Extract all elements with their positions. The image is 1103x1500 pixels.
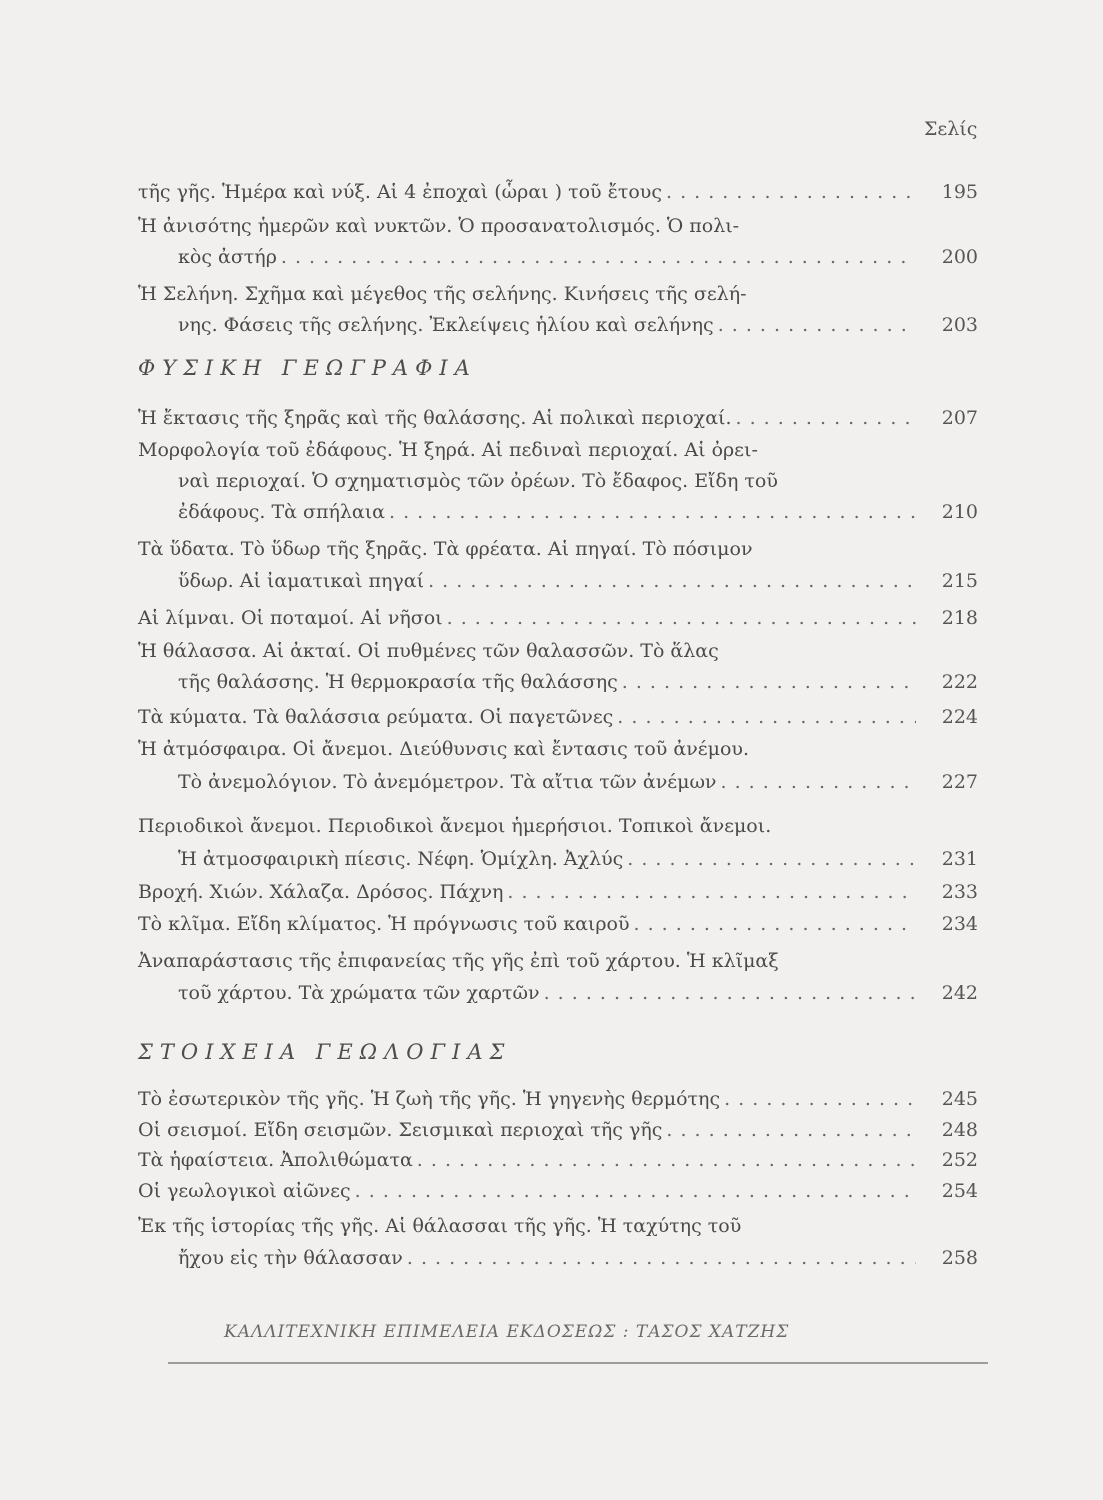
toc-page-number: 222 xyxy=(941,671,978,693)
toc-entry-text: Ἡ θάλασσα. Αἱ ἀκταί. Οἱ πυθμένες τῶν θαλασσῶν. Τὸ ἅλας xyxy=(138,640,719,662)
toc-entry-line xyxy=(178,467,978,495)
dot-leader xyxy=(355,1177,916,1205)
toc-entry-text: Τὸ κλῖμα. Εἴδη κλίματος. Ἡ πρόγνωσις τοῦ καιροῦ xyxy=(138,913,630,935)
toc-entry-line xyxy=(178,243,978,271)
footer-credit: ΚΑΛΛΙΤΕΧΝΙΚΗ ΕΠΙΜΕΛΕΙΑ ΕΚΔΟΣΕΩΣ : ΤΑΣΟΣ ΧΑΤΖΗΣ xyxy=(224,1322,790,1342)
toc-entry-text: Τὰ ἡφαίστεια. Ἀπολιθώματα xyxy=(138,1149,413,1171)
toc-entry-line xyxy=(178,498,978,526)
toc-entry-line xyxy=(138,878,978,906)
dot-leader xyxy=(544,979,916,1007)
toc-entry-line xyxy=(138,1146,978,1174)
toc-entry-line xyxy=(138,1116,978,1144)
toc-entry-text: Μορφολογία τοῦ ἐδάφους. Ἡ ξηρά. Αἱ πεδιναὶ περιοχαί. Αἱ ὀρει- xyxy=(138,439,758,461)
toc-entry-line xyxy=(178,567,978,595)
toc-page-number: 227 xyxy=(941,771,978,793)
toc-entry-line xyxy=(138,436,978,464)
toc-entry-line xyxy=(138,703,978,731)
section-heading: ΣΤΟΙΧΕΙΑ ΓΕΩΛΟΓΙΑΣ xyxy=(138,1040,512,1064)
toc-page-number: 254 xyxy=(941,1180,978,1202)
toc-entry-text: Ἡ ἀτμοσφαιρικὴ πίεσις. Νέφη. Ὁμίχλη. Ἀχλύς xyxy=(178,848,624,870)
toc-page-number: 248 xyxy=(941,1119,978,1141)
dot-leader xyxy=(417,1146,916,1174)
dot-leader xyxy=(736,404,916,432)
toc-entry-line xyxy=(178,845,978,873)
toc-entry-line xyxy=(138,535,978,563)
toc-page-number: 258 xyxy=(941,1247,978,1269)
toc-page-number: 203 xyxy=(941,314,978,336)
toc-page-number: 218 xyxy=(941,607,978,629)
toc-entry-line xyxy=(138,280,978,308)
toc-entry-text: νης. Φάσεις τῆς σελήνης. Ἐκλείψεις ἡλίου καὶ σελήνης xyxy=(178,314,714,336)
toc-entry-text: Οἱ σεισμοί. Εἴδη σεισμῶν. Σεισμικαὶ περιοχαὶ τῆς γῆς xyxy=(138,1119,663,1141)
toc-entry-line xyxy=(138,1177,978,1205)
dot-leader xyxy=(627,845,916,873)
toc-page-number: 245 xyxy=(941,1088,978,1110)
toc-entry-text: ὕδωρ. Αἱ ἰαματικαὶ πηγαί xyxy=(178,570,425,592)
section-heading: ΦΥΣΙΚΗ ΓΕΩΓΡΑΦΙΑ xyxy=(138,356,477,380)
toc-entry-text: τῆς θαλάσσης. Ἡ θερμοκρασία τῆς θαλάσσης xyxy=(178,671,618,693)
toc-entry-text: κὸς ἀστήρ xyxy=(178,246,277,268)
toc-entry-text: τοῦ χάρτου. Τὰ χρώματα τῶν χαρτῶν xyxy=(178,982,540,1004)
toc-page-number: 207 xyxy=(941,407,978,429)
toc-entry-text: Ἡ ἔκτασις τῆς ξηρᾶς καὶ τῆς θαλάσσης. Αἱ πολικαὶ περιοχαί. xyxy=(138,407,732,429)
toc-page-number: 242 xyxy=(941,982,978,1004)
toc-page-number: 224 xyxy=(941,706,978,728)
toc-entry-text: ἐδάφους. Τὰ σπήλαια xyxy=(178,501,386,523)
toc-entry-line xyxy=(138,404,978,432)
dot-leader xyxy=(718,311,916,339)
toc-entry-text: Αἱ λίμναι. Οἱ ποταμοί. Αἱ νῆσοι xyxy=(138,607,443,629)
toc-entry-line xyxy=(138,947,978,975)
toc-page-number: 233 xyxy=(941,881,978,903)
toc-entry-line xyxy=(138,178,978,206)
toc-entry-text: Τὸ ἐσωτερικὸν τῆς γῆς. Ἡ ζωὴ τῆς γῆς. Ἡ γηγενὴς θερμότης xyxy=(138,1088,721,1110)
toc-entry-line xyxy=(138,212,978,240)
toc-entry-text: Τὰ ὕδατα. Τὸ ὕδωρ τῆς ξηρᾶς. Τὰ φρέατα. Αἱ πηγαί. Τὸ πόσιμον xyxy=(138,538,753,560)
toc-entry-text: Τὰ κύματα. Τὰ θαλάσσια ρεύματα. Οἱ παγετῶνες xyxy=(138,706,614,728)
toc-entry-text: Περιοδικοὶ ἄνεμοι. Περιοδικοὶ ἄνεμοι ἡμερήσιοι. Τοπικοὶ ἄνεμοι. xyxy=(138,815,772,837)
toc-entry-line xyxy=(178,668,978,696)
toc-entry-text: τῆς γῆς. Ἡμέρα καὶ νύξ. Αἱ 4 ἐποχαὶ (ὧραι ) τοῦ ἔτους xyxy=(138,181,662,203)
dot-leader xyxy=(617,703,916,731)
dot-leader xyxy=(507,878,916,906)
toc-page-number: 195 xyxy=(941,181,978,203)
dot-leader xyxy=(428,567,916,595)
toc-page-number: 231 xyxy=(941,848,978,870)
dot-leader xyxy=(666,178,916,206)
toc-entry-line xyxy=(178,768,978,796)
dot-leader xyxy=(447,604,916,632)
toc-entry-line xyxy=(178,311,978,339)
toc-entry-text: Ἀναπαράστασις τῆς ἐπιφανείας τῆς γῆς ἐπὶ τοῦ χάρτου. Ἡ κλῖμαξ xyxy=(138,950,779,972)
toc-entry-line xyxy=(178,1244,978,1272)
dot-leader xyxy=(634,910,916,938)
toc-entry-line xyxy=(138,604,978,632)
dot-leader xyxy=(407,1244,916,1272)
dot-leader xyxy=(724,1085,916,1113)
toc-page-number: 252 xyxy=(941,1149,978,1171)
dot-leader xyxy=(721,768,917,796)
toc-page-number: 234 xyxy=(941,913,978,935)
page-label: Σελίς xyxy=(924,118,978,140)
toc-entry-text: Οἱ γεωλογικοὶ αἰῶνες xyxy=(138,1180,351,1202)
toc-entry-line xyxy=(138,1212,978,1240)
dot-leader xyxy=(389,498,916,526)
dot-leader xyxy=(281,243,916,271)
dot-leader xyxy=(622,668,916,696)
toc-entry-line xyxy=(138,637,978,665)
toc-entry-text: Ἐκ τῆς ἱστορίας τῆς γῆς. Αἱ θάλασσαι τῆς γῆς. Ἡ ταχύτης τοῦ xyxy=(138,1215,742,1237)
toc-entry-text: ναὶ περιοχαί. Ὁ σχηματισμὸς τῶν ὀρέων. Τὸ ἔδαφος. Εἴδη τοῦ xyxy=(178,470,778,492)
toc-entry-text: Ἡ Σελήνη. Σχῆμα καὶ μέγεθος τῆς σελήνης. Κινήσεις τῆς σελή- xyxy=(138,283,747,305)
toc-entry-text: Ἡ ἀτμόσφαιρα. Οἱ ἄνεμοι. Διεύθυνσις καὶ ἔντασις τοῦ ἀνέμου. xyxy=(138,738,749,760)
toc-entry-text: Βροχή. Χιών. Χάλαζα. Δρόσος. Πάχνη xyxy=(138,881,504,903)
toc-entry-line xyxy=(138,910,978,938)
footer-rule xyxy=(168,1362,988,1364)
toc-entry-line xyxy=(138,1085,978,1113)
toc-entry-line xyxy=(138,735,978,763)
toc-page-number: 200 xyxy=(941,246,978,268)
toc-entry-line xyxy=(178,979,978,1007)
toc-entry-text: ἤχου εἰς τὴν θάλασσαν xyxy=(178,1247,403,1269)
toc-entry-text: Ἡ ἀνισότης ἡμερῶν καὶ νυκτῶν. Ὁ προσανατολισμός. Ὁ πολι- xyxy=(138,215,740,237)
toc-page-number: 210 xyxy=(941,501,978,523)
toc-entry-line xyxy=(138,812,978,840)
toc-page-number: 215 xyxy=(941,570,978,592)
dot-leader xyxy=(666,1116,916,1144)
toc-entry-text: Τὸ ἀνεμολόγιον. Τὸ ἀνεμόμετρον. Τὰ αἴτια τῶν ἀνέμων xyxy=(178,771,717,793)
